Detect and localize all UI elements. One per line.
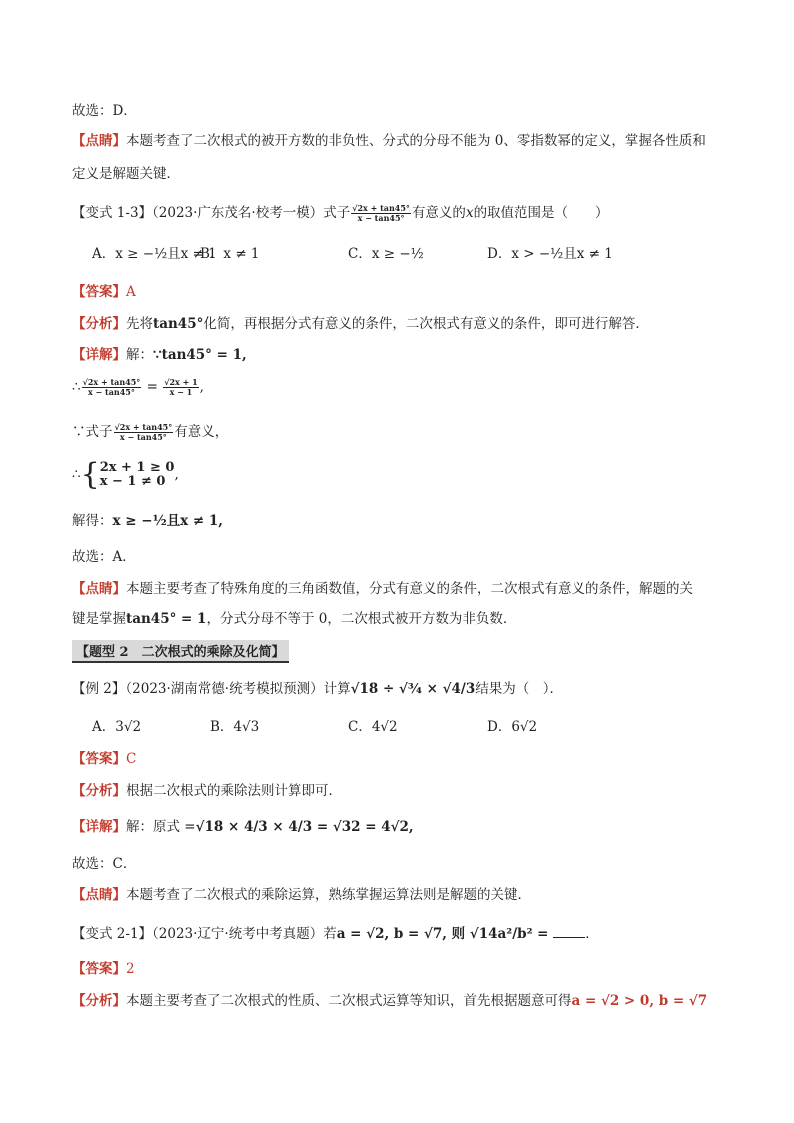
analysis-text-a: 先将: [126, 316, 153, 332]
option-a: A．x ≥ −½且x ≠ 1: [92, 246, 217, 262]
question-text: 有意义的: [411, 205, 466, 221]
section-header-type-2: 【题型 2 二次根式的乘除及化简】: [72, 640, 289, 663]
answer-choice-a: 故选：A．: [72, 549, 136, 565]
variable-x: x: [465, 205, 474, 221]
analysis-math-3: a = √2 > 0, b = √7: [571, 993, 708, 1009]
analysis-tag-2: 【分析】: [72, 783, 126, 799]
comment-math: tan45° = 1: [126, 611, 207, 627]
comment-text-2: 本题主要考查了特殊角度的三角函数值，分式有意义的条件，二次根式有意义的条件，解题的关: [126, 581, 693, 597]
analysis-text-b: 化简，再根据分式有意义的条件，二次根式有意义的条件，即可进行解答．: [203, 316, 649, 332]
answer-tag-3: 【答案】: [72, 961, 126, 977]
answer-tag-2: 【答案】: [72, 751, 126, 767]
variant-tag-2: 【变式 2-1】: [72, 926, 153, 942]
option-d-ex2: D．6√2: [487, 719, 538, 735]
variant-tag: 【变式 1-3】: [72, 205, 153, 221]
comment-continuation: 定义是解题关键．: [72, 166, 180, 182]
analysis-tag-3: 【分析】: [72, 993, 126, 1009]
answer-tag: 【答案】: [72, 284, 126, 300]
comment-text-2b-b: ，分式分母不等于 0，二次根式被开方数为非负数．: [206, 611, 517, 627]
answer-line-2: [72, 750, 136, 769]
comment-paragraph-2b: [72, 610, 516, 629]
option-b: B．x ≠ 1: [200, 246, 260, 262]
variant-source-2: （2023·辽宁·统考中考真题）若: [152, 926, 337, 942]
therefore-equation: ∴ $\frac{√2x + \tan 45^\circ}{x - \tan 45^\circ}$ = $\frac{√2x + 1}{x - 1}$ ,: [72, 377, 204, 397]
because-text: ∵式子: [72, 424, 113, 440]
lhs-fraction: $\frac{√2x + \tan 45^\circ}{x - \tan 45^\circ}$: [82, 377, 141, 397]
answer-blank[interactable]: [553, 925, 585, 938]
comment-paragraph-3: [72, 886, 531, 905]
solve-math: x ≥ −½且x ≠ 1,: [112, 513, 224, 529]
detail-eq: ∵tan45° = 1,: [153, 347, 247, 363]
analysis-text-2: 根据二次根式的乘除法则计算即可．: [126, 783, 342, 799]
comment-tag: 【点睛】: [72, 133, 126, 149]
answer-line-3: [72, 960, 135, 979]
detail-tag-2: 【详解】: [72, 819, 126, 835]
option-c: C．x ≥ −½: [348, 246, 424, 262]
because-fraction: $\frac{√2x + \tan 45^\circ}{x - \tan 45^\circ}$: [114, 422, 173, 442]
example-tag: 【例 2】: [72, 681, 126, 697]
detail-text-2: 解：原式 =: [126, 819, 196, 835]
answer-value: A: [126, 284, 136, 300]
comment-text: 本题考查了二次根式的被开方数的非负性、分式的分母不能为 0、零指数幂的定义，掌握各性质和: [126, 133, 706, 149]
detail-expression-2: √18 × 4/3 × 4/3 = √32 = 4√2,: [195, 819, 414, 835]
comment-tag-3: 【点睛】: [72, 887, 126, 903]
variant-expression: a = √2, b = √7, 则 √14a²/b² =: [336, 926, 554, 942]
answer-choice-d: 故选：D．: [72, 103, 137, 119]
detail-text: 解：: [126, 347, 153, 363]
option-b-ex2: B．4√3: [210, 719, 260, 735]
variant-source: （2023·广东茂名·校考一模）式子: [152, 205, 351, 221]
therefore-symbol: ∴: [72, 379, 81, 395]
brace-icon: {: [80, 457, 100, 492]
answer-value-2: C: [126, 751, 137, 767]
question-tail: 的取值范围是（ ）: [473, 205, 609, 221]
therefore-symbol-2: ∴: [72, 466, 81, 483]
example-2-question: [72, 680, 563, 699]
detail-line-2: [72, 818, 414, 837]
detail-tag: 【详解】: [72, 347, 126, 363]
answer-choice-c: 故选：C．: [72, 856, 137, 872]
because-text-2: 有意义，: [174, 424, 229, 440]
rhs-fraction: $\frac{√2x + 1}{x - 1}$: [164, 377, 198, 397]
comment-text-2b-a: 键是掌握: [72, 611, 126, 627]
comment-paragraph-1: [72, 132, 706, 151]
analysis-line: [72, 315, 649, 334]
inequality-system: ∴{ 2x + 1 ≥ 0 x − 1 ≠ 0 ,: [72, 457, 179, 492]
question-fraction: $\frac{√2x + \tan 45^\circ}{x - \tan 45^\circ}$: [352, 203, 410, 223]
comment-tag-2: 【点睛】: [72, 581, 126, 597]
detail-line: [72, 346, 247, 365]
analysis-line-3: [72, 992, 707, 1011]
analysis-tag: 【分析】: [72, 316, 126, 332]
solve-text: 解得：: [72, 513, 113, 529]
option-a-ex2: A．3√2: [92, 719, 142, 735]
answer-line: [72, 283, 136, 302]
solve-line: [72, 512, 223, 531]
comment-paragraph-2: [72, 580, 693, 599]
example-source: （2023·湖南常德·统考模拟预测）计算: [125, 681, 351, 697]
because-line: [72, 423, 228, 442]
option-c-ex2: C．4√2: [348, 719, 398, 735]
example-expression: √18 ÷ √¾ × √4/3: [350, 681, 476, 697]
comment-text-3: 本题考查了二次根式的乘除运算，熟练掌握运算法则是解题的关键．: [126, 887, 531, 903]
variant-1-3-question: [72, 204, 609, 223]
analysis-text-3: 本题主要考查了二次根式的性质、二次根式运算等知识，首先根据题意可得: [126, 993, 572, 1009]
variant-end: ．: [585, 926, 599, 942]
option-d: D．x > −½且x ≠ 1: [487, 246, 613, 262]
answer-value-3: 2: [126, 961, 135, 977]
system-lines: 2x + 1 ≥ 0 x − 1 ≠ 0: [99, 460, 175, 489]
analysis-tan: tan45°: [153, 316, 204, 332]
analysis-line-2: [72, 782, 342, 801]
example-text: 结果为（ ）．: [475, 681, 563, 697]
variant-2-1-question: [72, 925, 599, 944]
